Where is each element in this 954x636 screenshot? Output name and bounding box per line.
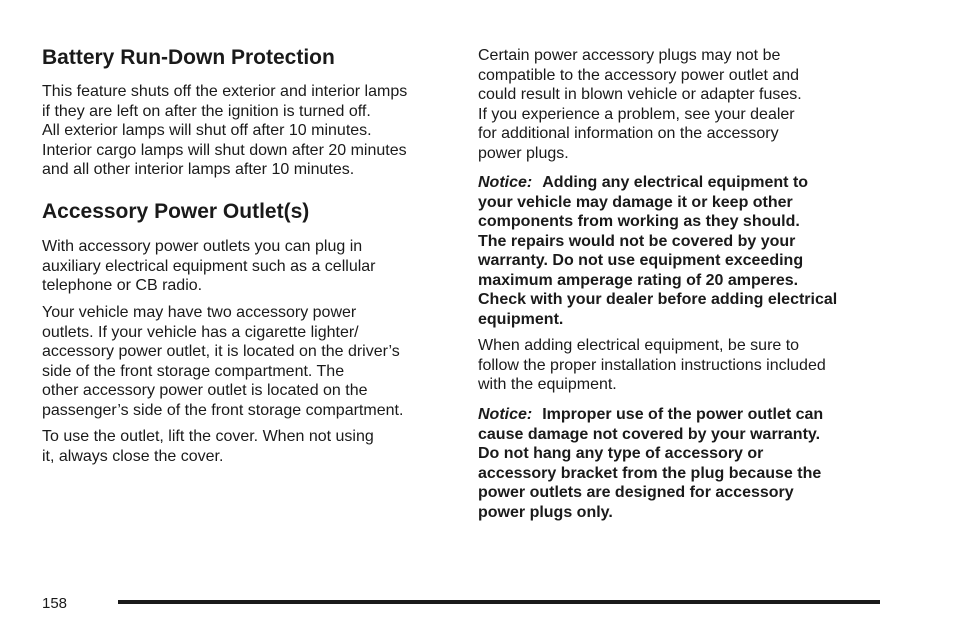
text-line: components from working as they should. (478, 213, 800, 230)
text-line: follow the proper installation instructions included (478, 356, 826, 374)
text-line: outlets. If your vehicle has a cigarette lighter/ (42, 323, 359, 341)
text-line: power plugs. (478, 144, 569, 162)
text-line: cause damage not covered by your warranty. (478, 425, 821, 443)
accessory-power-outlet-heading: Accessory Power Outlet(s) (42, 200, 310, 223)
text-line: with the equipment. (478, 376, 617, 393)
text-line: The repairs would not be covered by your (478, 232, 796, 250)
text-line: for additional information on the accessory (478, 125, 779, 142)
notice-first-line (478, 173, 837, 193)
text-line: To use the outlet, lift the cover. When not using (42, 428, 374, 445)
page-number: 158 (42, 595, 68, 612)
footer-divider (118, 600, 880, 604)
notice-text: Improper use of the power outlet can (542, 406, 824, 423)
text-line: This feature shuts off the exterior and interior lamps (42, 83, 408, 100)
notice-first-line (478, 405, 823, 425)
accessory-outlet-usage-paragraph (42, 427, 374, 466)
text-line: Your vehicle may have two accessory power (42, 304, 357, 321)
text-line: When adding electrical equipment, be sure to (478, 337, 800, 354)
text-line: With accessory power outlets you can plug in (42, 238, 363, 255)
plug-compatibility-paragraph (478, 46, 802, 163)
notice-text: Adding any electrical equipment to (542, 174, 809, 191)
text-line: auxiliary electrical equipment such as a cellular (42, 257, 376, 275)
text-line: if they are left on after the ignition is turned off. (42, 102, 371, 120)
text-line: power plugs only. (478, 503, 613, 521)
text-line: telephone or CB radio. (42, 277, 203, 294)
notice-label: Notice: (478, 174, 533, 191)
text-line: warranty. Do not use equipment exceeding (478, 252, 804, 269)
power-outlet-misuse-notice (478, 405, 823, 522)
accessory-outlet-intro-paragraph (42, 237, 376, 296)
installation-instructions-paragraph (478, 336, 826, 395)
text-line: All exterior lamps will shut off after 10 minutes. (42, 122, 372, 139)
text-line: Check with your dealer before adding electrical (478, 291, 838, 308)
battery-run-down-heading: Battery Run-Down Protection (42, 46, 335, 69)
electrical-equipment-notice (478, 173, 837, 329)
text-line: Do not hang any type of accessory or (478, 445, 764, 462)
text-line: accessory bracket from the plug because the (478, 464, 822, 482)
text-line: maximum amperage rating of 20 amperes. (478, 271, 799, 289)
text-line: passenger’s side of the front storage compartment. (42, 401, 404, 419)
text-line: Interior cargo lamps will shut down after 20 minutes (42, 141, 407, 159)
text-line: side of the front storage compartment. The (42, 362, 345, 380)
text-line: your vehicle may damage it or keep other (478, 193, 793, 211)
text-line: equipment. (478, 310, 564, 328)
text-line: other accessory power outlet is located on the (42, 382, 368, 399)
accessory-outlet-location-paragraph (42, 303, 403, 420)
text-line: compatible to the accessory power outlet and (478, 66, 800, 84)
text-line: and all other interior lamps after 10 minutes. (42, 161, 355, 178)
text-line: Certain power accessory plugs may not be (478, 47, 781, 64)
text-line: it, always close the cover. (42, 447, 224, 465)
text-line: accessory power outlet, it is located on the driver’s (42, 343, 400, 360)
battery-run-down-paragraph (42, 82, 407, 180)
notice-label: Notice: (478, 406, 533, 423)
text-line: could result in blown vehicle or adapter fuses. (478, 86, 802, 103)
text-line: If you experience a problem, see your dealer (478, 105, 795, 123)
text-line: power outlets are designed for accessory (478, 484, 794, 501)
